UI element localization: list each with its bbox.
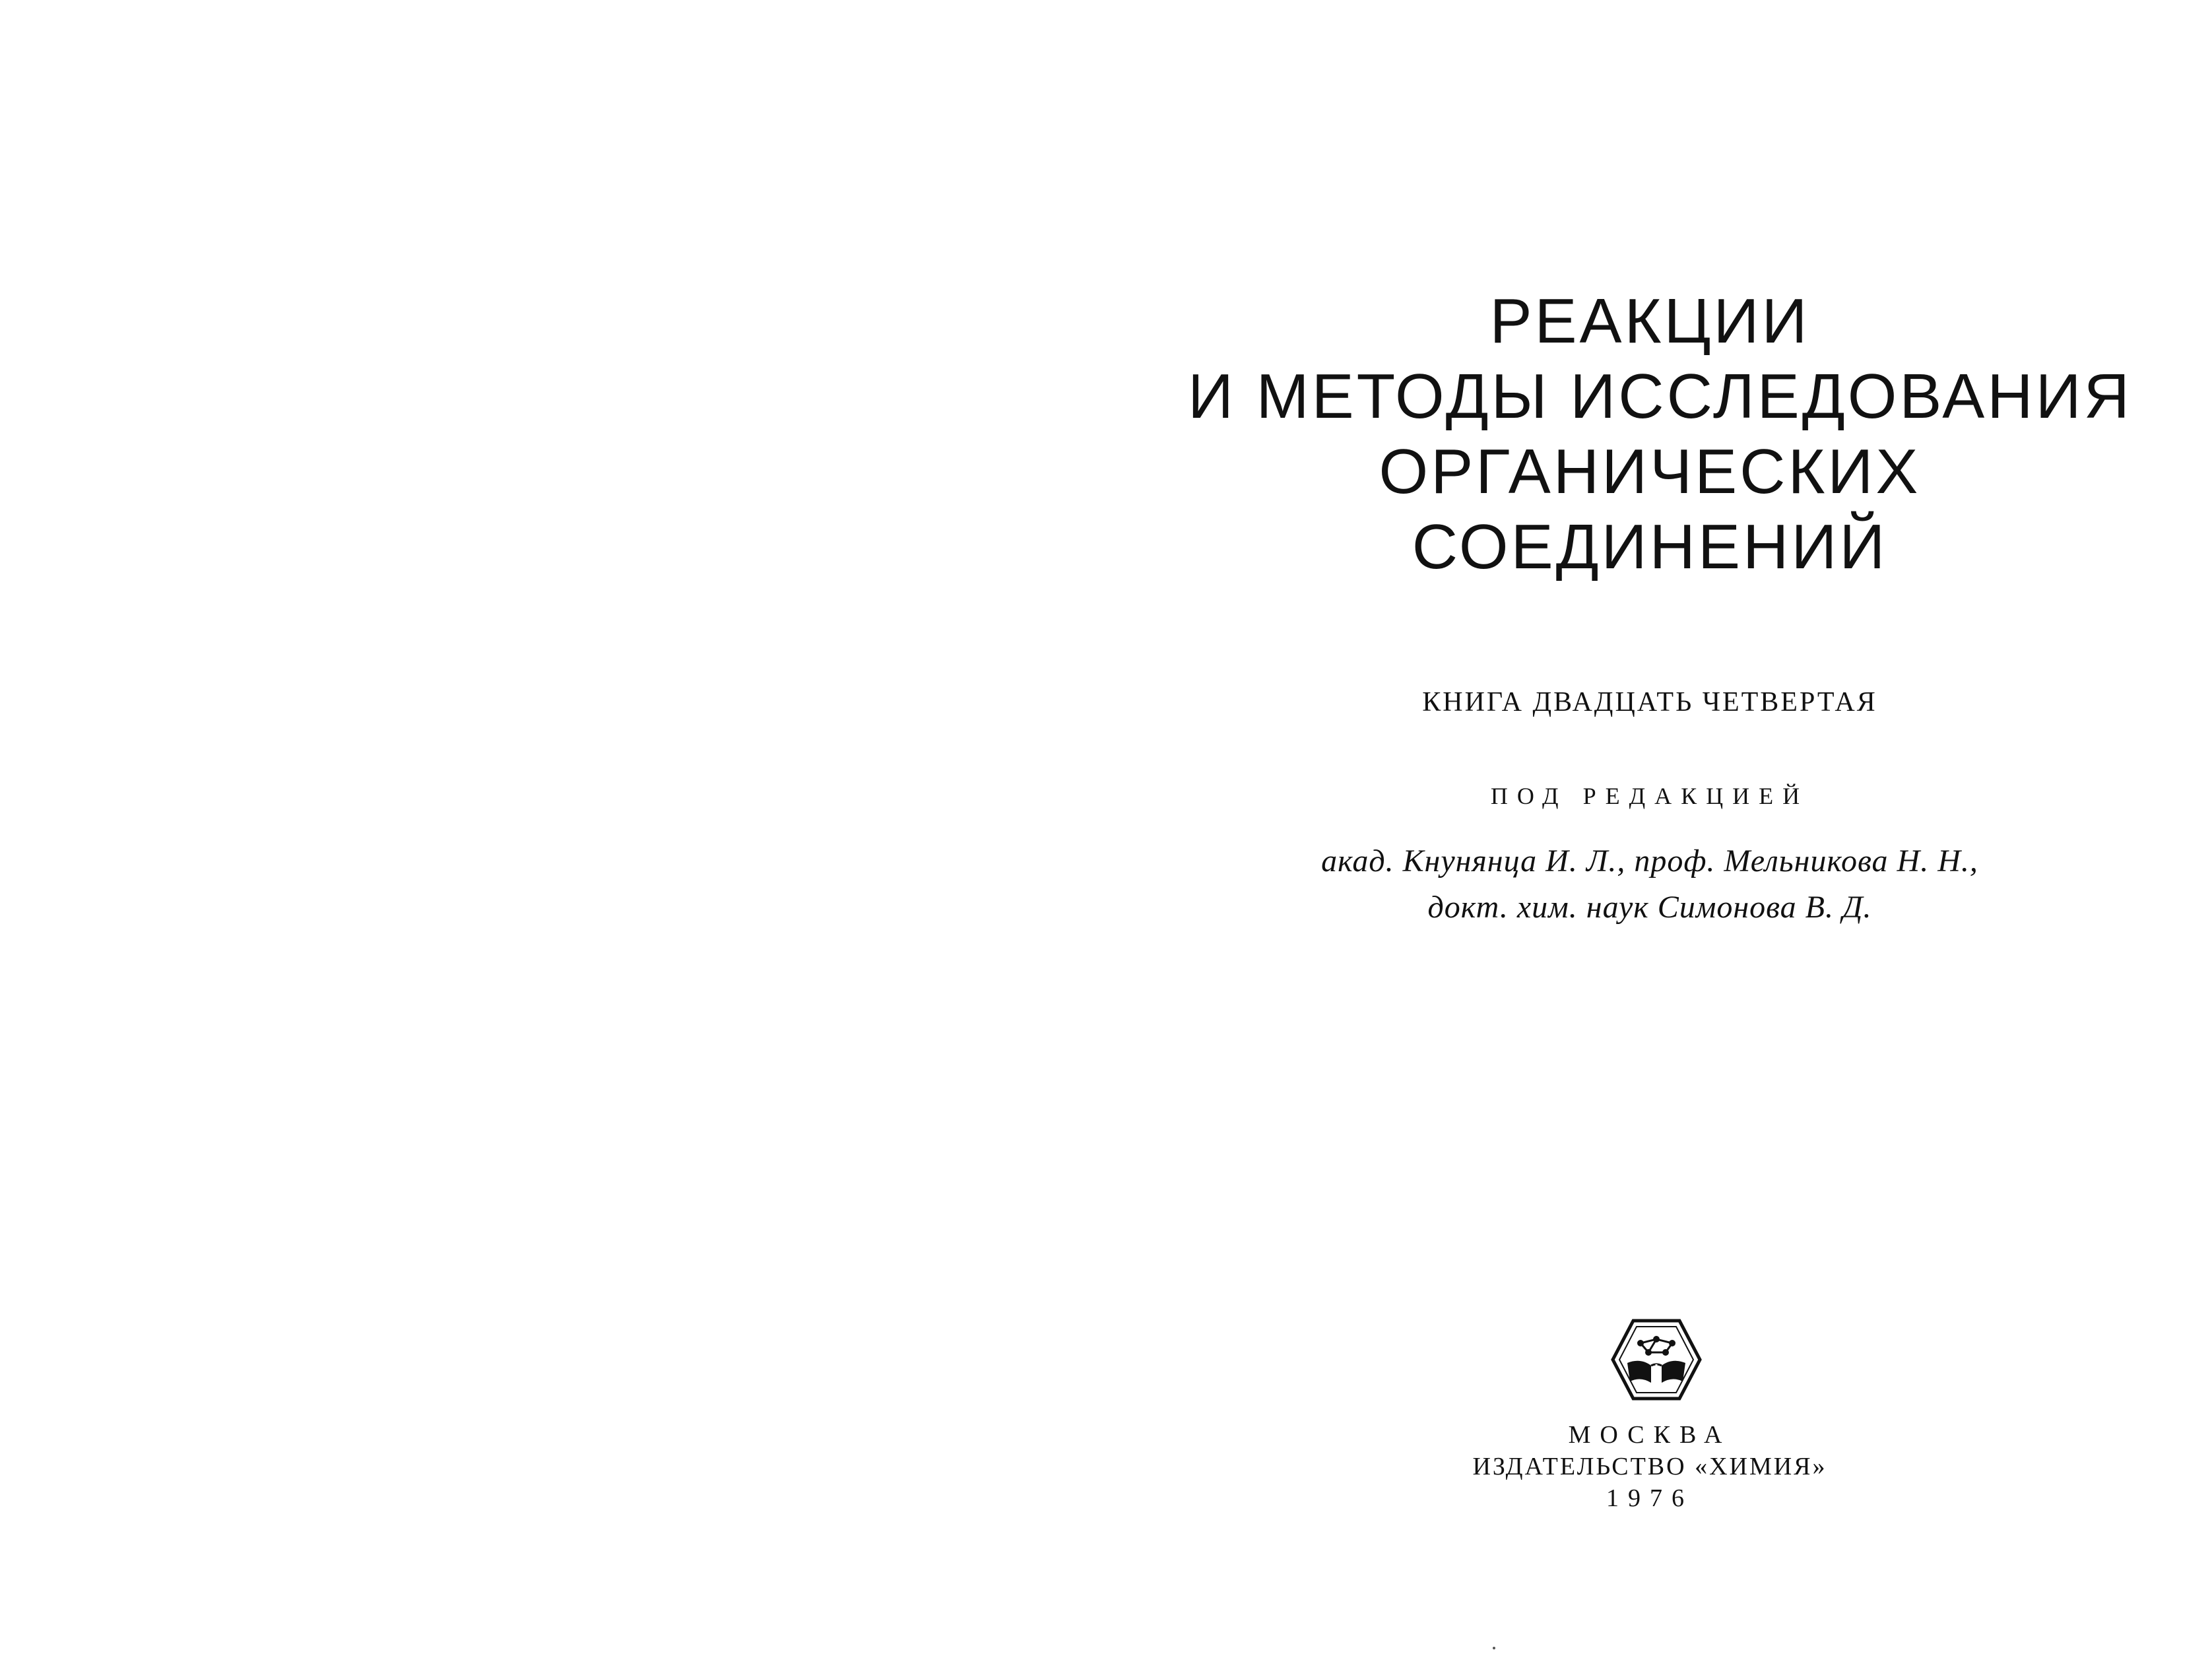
imprint-publisher: ИЗДАТЕЛЬСТВО «ХИМИЯ» (1472, 1453, 1827, 1480)
imprint-year: 1976 (1606, 1484, 1693, 1512)
editors-line-2: докт. хим. наук Симонова В. Д. (1427, 890, 1872, 925)
title-page (1106, 0, 2212, 1656)
editors-list (1188, 838, 2112, 931)
book-title (1188, 284, 2132, 585)
imprint-city: МОСКВА (1568, 1421, 1732, 1449)
title-line-2: И МЕТОДЫ ИССЛЕДОВАНИЯ (1188, 361, 2132, 432)
paper-speck (1493, 1647, 1495, 1649)
volume-number: КНИГА ДВАДЦАТЬ ЧЕТВЕРТАЯ (1422, 687, 1877, 717)
editors-line-1: акад. Кнунянца И. Л., проф. Мельникова Н. Н., (1321, 844, 1978, 878)
title-line-4: СОЕДИНЕНИЙ (1412, 512, 1888, 582)
title-line-1: РЕАКЦИИ (1489, 286, 1810, 356)
publisher-emblem-icon (1610, 1317, 1703, 1403)
imprint (1188, 1419, 2112, 1514)
edited-by-label: ПОД РЕДАКЦИЕЙ (1490, 783, 1809, 809)
title-line-3: ОРГАНИЧЕСКИХ (1379, 436, 1921, 507)
